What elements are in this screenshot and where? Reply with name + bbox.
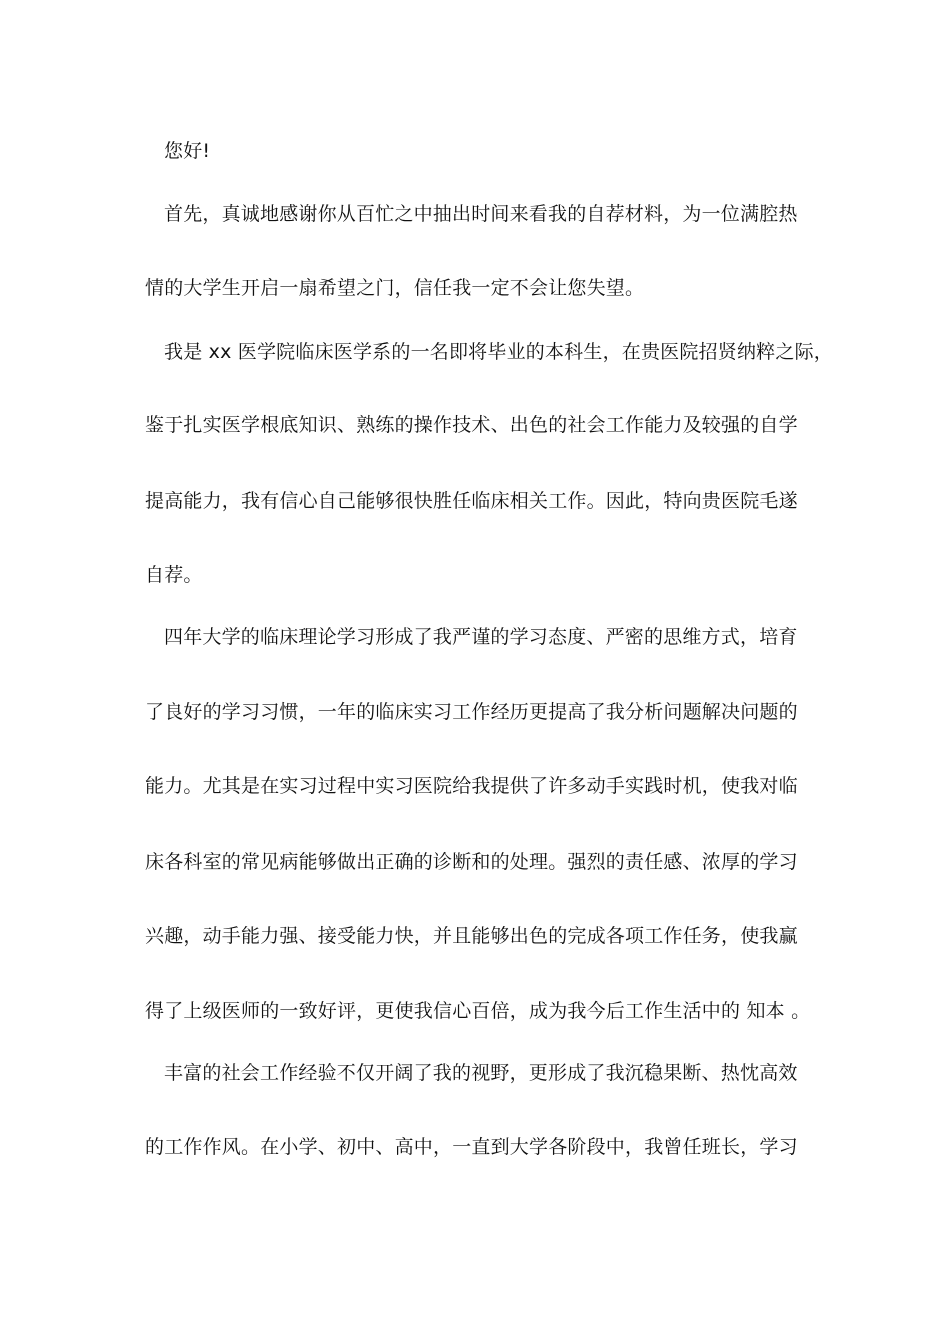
paragraph-2-line-1: 我是 xx 医学院临床医学系的一名即将毕业的本科生，在贵医院招贤纳粹之际，: [164, 341, 833, 363]
paragraph-4-line-2: 的工作作风。在小学、初中、高中，一直到大学各阶段中，我曾任班长，学习: [145, 1136, 798, 1158]
paragraph-3-line-5: 兴趣，动手能力强、接受能力快，并且能够出色的完成各项工作任务，使我赢: [145, 925, 798, 947]
paragraph-3-line-1: 四年大学的临床理论学习形成了我严谨的学习态度、严密的思维方式，培育: [164, 626, 798, 648]
paragraph-2-line-2: 鉴于扎实医学根底知识、熟练的操作技术、出色的社会工作能力及较强的自学: [145, 414, 798, 436]
paragraph-1-line-1: 首先，真诚地感谢你从百忙之中抽出时间来看我的自荐材料，为一位满腔热: [164, 203, 798, 225]
paragraph-2-line-4: 自荐。: [145, 564, 203, 586]
paragraph-3-line-2: 了良好的学习习惯，一年的临床实习工作经历更提高了我分析问题解决问题的: [145, 701, 798, 723]
paragraph-3-line-6: 得了上级医师的一致好评，更使我信心百倍，成为我今后工作生活中的 知本 。: [145, 1000, 811, 1022]
paragraph-4-line-1: 丰富的社会工作经验不仅开阔了我的视野，更形成了我沉稳果断、热忱高效: [164, 1062, 798, 1084]
paragraph-3-line-4: 床各科室的常见病能够做出正确的诊断和的处理。强烈的责任感、浓厚的学习: [145, 851, 798, 873]
paragraph-1-line-2: 情的大学生开启一扇希望之门，信任我一定不会让您失望。: [145, 277, 645, 299]
paragraph-3-line-3: 能力。尤其是在实习过程中实习医院给我提供了许多动手实践时机，使我对临: [145, 775, 798, 797]
greeting-line: 您好!: [164, 140, 211, 162]
paragraph-2-line-3: 提高能力，我有信心自己能够很快胜任临床相关工作。因此，特向贵医院毛遂: [145, 490, 798, 512]
